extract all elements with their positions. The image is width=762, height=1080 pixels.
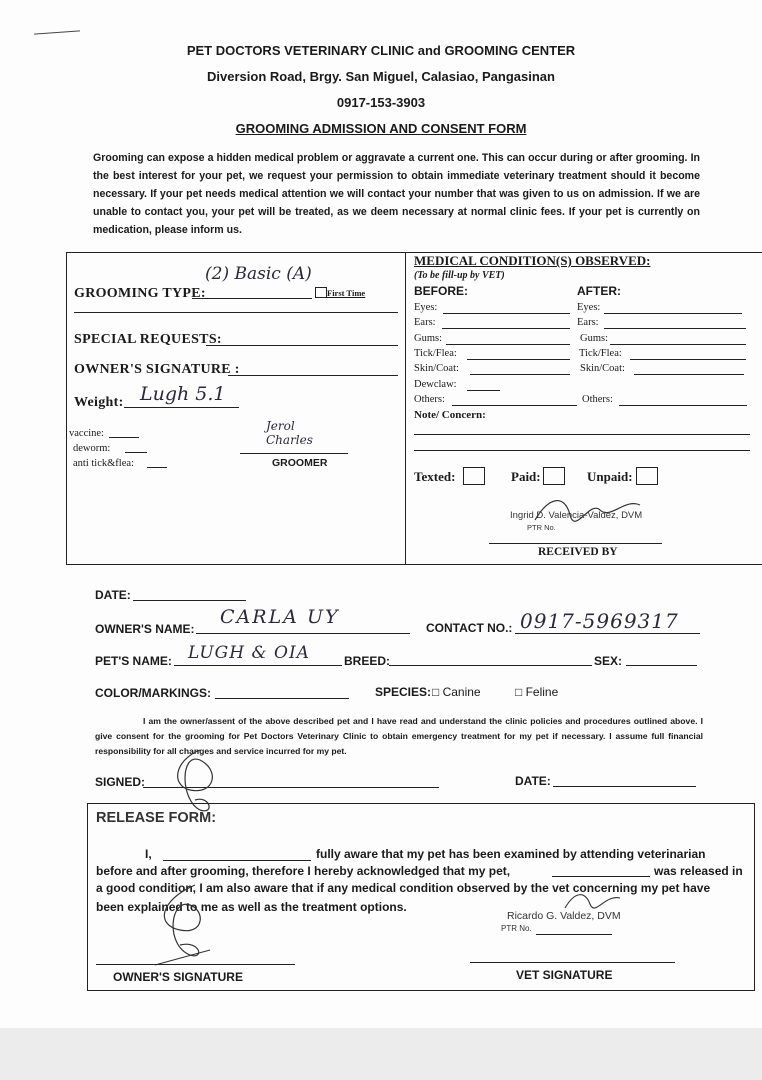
vaccine-line[interactable] (109, 437, 139, 438)
note-concern-label: Note/ Concern: (414, 409, 486, 421)
after-others-label: Others: (582, 394, 613, 405)
vet-signature-scribble (530, 490, 650, 530)
stray-mark (34, 30, 80, 34)
pet-name-label: PET'S NAME: (95, 654, 172, 668)
contact-label: CONTACT NO.: (426, 621, 513, 635)
release-text-before: before and after grooming, therefore I hereby acknowledged that my pet, (96, 864, 511, 878)
release-text-i: I, (145, 847, 152, 861)
release-text-released: was released in (654, 864, 743, 878)
unpaid-checkbox[interactable] (636, 467, 658, 485)
release-form-title: RELEASE FORM: (96, 810, 217, 826)
weight-line[interactable] (124, 407, 239, 408)
texted-label: Texted: (414, 469, 456, 484)
after-others-line[interactable] (619, 405, 747, 406)
owner-name-line[interactable] (196, 633, 410, 634)
unpaid-label: Unpaid: (587, 469, 633, 484)
first-time-label: First Time (327, 288, 366, 298)
release-name-line[interactable] (163, 860, 311, 861)
before-gums-line[interactable] (446, 344, 570, 345)
clinic-phone: 0917-153-3903 (336, 95, 426, 110)
date2-label: DATE: (515, 774, 551, 788)
species-canine-option[interactable]: □ Canine (432, 685, 481, 699)
owner-name-label: OWNER'S NAME: (95, 622, 195, 636)
special-requests-label: SPECIAL REQUESTS: (74, 332, 222, 347)
after-gums-label: Gums: (580, 333, 609, 344)
note-line-2[interactable] (414, 450, 750, 451)
after-eyes-label: Eyes: (577, 302, 601, 313)
before-tick-label: Tick/Flea: (414, 348, 457, 359)
medical-condition-title: MEDICAL CONDITION(S) OBSERVED: (414, 253, 651, 268)
grooming-type-line (192, 298, 312, 299)
clinic-address: Diversion Road, Brgy. San Miguel, Calasiao, Pangasinan (207, 69, 555, 84)
contact-value: 0917-5969317 (520, 609, 679, 633)
weight-label: Weight: (74, 395, 124, 410)
after-label: AFTER: (577, 284, 621, 298)
vet-stamp-ptr: PTR No. (527, 523, 556, 532)
after-eyes-line[interactable] (604, 313, 742, 314)
paid-label: Paid: (511, 469, 541, 484)
after-tick-label: Tick/Flea: (579, 348, 622, 359)
release-vet-name: Ricardo G. Valdez, DVM (507, 910, 621, 922)
after-gums-line[interactable] (610, 344, 746, 345)
anti-tick-label: anti tick&flea: (73, 458, 134, 469)
groomer-label: GROOMER (272, 457, 328, 469)
texted-checkbox[interactable] (463, 467, 485, 485)
date-line[interactable] (133, 600, 246, 601)
signed-label: SIGNED: (95, 775, 146, 789)
before-others-label: Others: (414, 394, 445, 405)
grooming-type-value: (2) Basic (A) (205, 264, 312, 284)
clinic-name: PET DOCTORS VETERINARY CLINIC and GROOMING CENTER (186, 43, 576, 58)
before-dewclaw-line[interactable] (467, 390, 500, 391)
color-markings-label: COLOR/MARKINGS: (95, 686, 211, 700)
first-time-checkbox[interactable] (315, 287, 327, 298)
before-ears-line[interactable] (442, 328, 570, 329)
form-title: GROOMING ADMISSION AND CONSENT FORM (235, 121, 527, 136)
owner-signature-line-release[interactable] (96, 964, 295, 965)
release-vet-ptr: PTR No. (501, 924, 532, 933)
groomer-line (240, 453, 348, 454)
before-ears-label: Ears: (414, 317, 436, 328)
after-tick-line[interactable] (630, 359, 746, 360)
before-tick-line[interactable] (467, 359, 570, 360)
anti-tick-line[interactable] (147, 467, 167, 468)
received-by-line[interactable] (489, 543, 662, 544)
deworm-label: deworm: (73, 443, 111, 454)
release-owner-scribble (150, 880, 230, 970)
contact-line[interactable] (515, 633, 700, 634)
before-skin-label: Skin/Coat: (414, 363, 459, 374)
after-ears-line[interactable] (604, 328, 746, 329)
before-dewclaw-label: Dewclaw: (414, 379, 457, 390)
release-ptr-line (536, 934, 612, 935)
intro-paragraph: Grooming can expose a hidden medical problem or aggravate a current one. This can occur during or after grooming. In the best interest for your pet, we request your permission to obtain immediate veterinary treatment should it become necessary. If your pet needs medical attention we will contact your number that was given to us on admission. If we are unable to contact you, your pet will be treated, as we deem necessary at normal clinic fees. If your pet is currently on medication, please inform us. (93, 152, 700, 236)
pet-name-value: LUGH & OIA (188, 643, 310, 663)
pet-name-line[interactable] (174, 665, 342, 666)
received-by-label: RECEIVED BY (538, 546, 618, 558)
note-line-1[interactable] (414, 434, 750, 435)
scan-shadow (0, 1028, 762, 1080)
groomer-value: Jerol Charles (266, 419, 313, 447)
before-eyes-line[interactable] (443, 313, 570, 314)
before-eyes-label: Eyes: (414, 302, 438, 313)
release-text-aware: fully aware that my pet has been examined by attending veterinarian (316, 847, 706, 861)
before-skin-line[interactable] (470, 374, 570, 375)
species-label: SPECIES: (375, 685, 432, 699)
sex-label: SEX: (594, 654, 623, 668)
breed-label: BREED: (344, 654, 391, 668)
vet-signature-line-release[interactable] (470, 962, 675, 963)
release-pet-line[interactable] (552, 876, 650, 877)
weight-value: Lugh 5.1 (140, 383, 226, 405)
before-others-line[interactable] (452, 405, 577, 406)
release-vet-scribble (560, 886, 630, 916)
date2-line[interactable] (553, 786, 696, 787)
paid-checkbox[interactable] (543, 467, 565, 485)
breed-line[interactable] (389, 665, 592, 666)
date-label: DATE: (95, 588, 131, 602)
color-markings-line[interactable] (215, 698, 349, 699)
species-feline-option[interactable]: □ Feline (515, 685, 559, 699)
owner-signature-line[interactable] (228, 375, 398, 376)
vaccine-label: vaccine: (69, 428, 104, 439)
column-divider (405, 252, 406, 564)
owner-signature-label: OWNER'S SIGNATURE : (74, 362, 240, 377)
medical-condition-subtitle: (To be fill-up by VET) (414, 270, 505, 281)
before-label: BEFORE: (414, 284, 468, 298)
owner-name-value: CARLA UY (220, 606, 340, 628)
after-ears-label: Ears: (577, 317, 599, 328)
deworm-line[interactable] (125, 452, 147, 453)
release-text-condition: a good condition, I am also aware that if any medical condition observed by the vet concerning my pet have (96, 881, 711, 895)
special-requests-line[interactable] (206, 345, 398, 346)
after-skin-line[interactable] (634, 374, 744, 375)
before-gums-label: Gums: (414, 333, 443, 344)
grooming-extra-line (74, 312, 398, 313)
grooming-type-label: GROOMING TYPE: (74, 286, 206, 301)
consent-paragraph: I am the owner/assent of the above described pet and I have read and understand the clinic policies and procedures outlined above. I give consent for the grooming for Pet Doctors Veterinary Clinic to obtain emergency treatment for my pet if necessary. I assume full financial responsibility for all changes and service incurred for my pet. (95, 716, 703, 756)
after-skin-label: Skin/Coat: (580, 363, 625, 374)
sex-line[interactable] (626, 665, 697, 666)
vet-stamp-name: Ingrid D. Valencia-Valdez, DVM (510, 510, 643, 521)
release-text-explained: been explained to me as well as the treatment options. (96, 900, 407, 914)
release-owner-signature-label: OWNER'S SIGNATURE (113, 970, 243, 984)
release-vet-signature-label: VET SIGNATURE (516, 968, 613, 982)
